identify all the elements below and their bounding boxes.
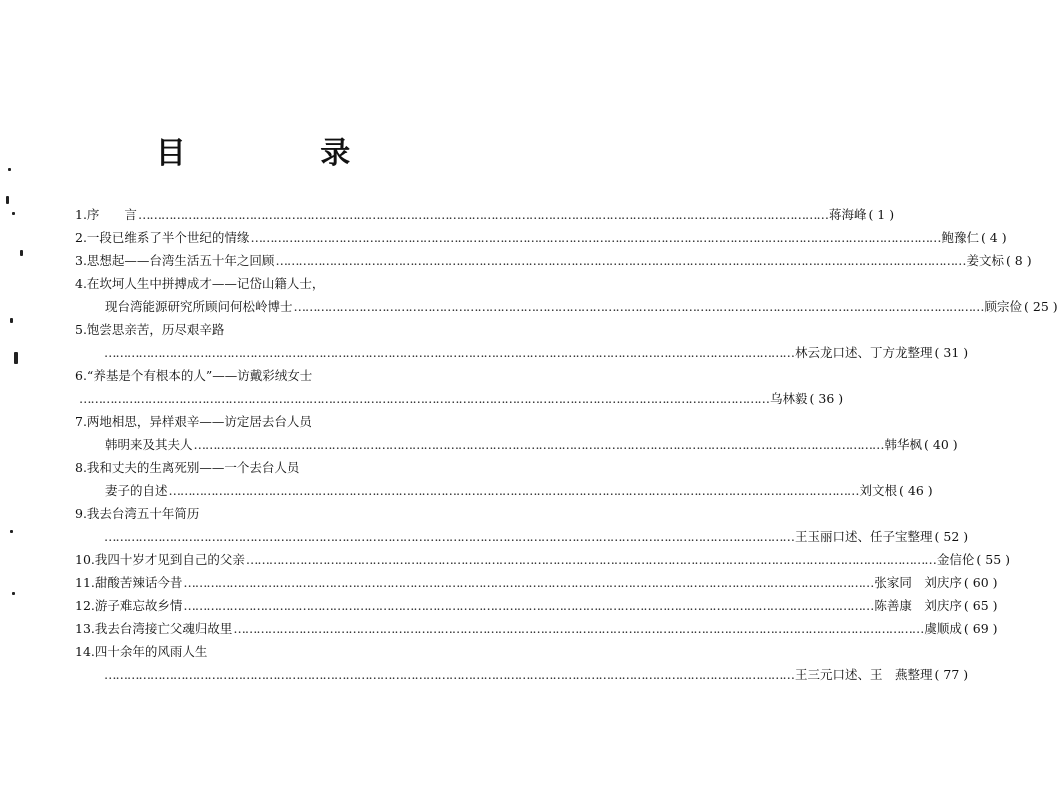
toc-entry-author: 顾宗俭 <box>984 299 1023 314</box>
dot-leader: ……………………………………………………………………………………………………………………………………………………………… <box>104 529 794 544</box>
toc-entry-page-number: ( 1 ) <box>868 207 895 222</box>
scan-speck <box>12 212 15 215</box>
toc-entry <box>105 481 933 501</box>
scan-speck <box>14 352 18 364</box>
toc-entry-author: 林云龙口述、丁方龙整理 <box>795 345 933 360</box>
toc-entry-page-number: ( 36 ) <box>809 391 844 406</box>
dot-leader: ……………………………………………………………………………………………………………………………………………………………… <box>104 667 794 682</box>
scan-speck <box>6 196 9 204</box>
toc-entry <box>105 435 958 455</box>
dot-leader: ……………………………………………………………………………………………………………………………………………………………… <box>168 483 859 498</box>
toc-entry-author: 蒋海峰 <box>828 207 867 222</box>
toc-entry <box>75 228 1007 248</box>
toc-entry-heading <box>75 320 462 340</box>
toc-entry-title: 12.游子难忘故乡情 <box>75 598 183 613</box>
toc-entry-page-number: ( 31 ) <box>934 345 969 360</box>
toc-entry-page-number: ( 52 ) <box>934 529 969 544</box>
toc-entry-title: 1.序 言 <box>75 207 137 222</box>
toc-entry <box>75 205 895 225</box>
toc-entry-title: 5.饱尝思亲苦，历尽艰辛路 <box>75 322 225 337</box>
toc-entry-title: 4.在坎坷人生中拼搏成才——记岱山籍人士， <box>75 276 325 291</box>
toc-entry-author: 陈善康 刘庆序 <box>874 598 962 613</box>
dot-leader: ……………………………………………………………………………………………………………………………………………………………… <box>250 230 941 245</box>
toc-entry-title: 3.思想起——台湾生活五十年之回顾 <box>75 253 275 268</box>
toc-entry <box>105 297 1058 317</box>
toc-entry-heading <box>75 458 462 478</box>
toc-entry-author: 鲍豫仁 <box>941 230 979 245</box>
toc-entry-heading <box>75 274 462 294</box>
toc-entry-title: 6.“养基是个有根本的人”——访戴彩绒女士 <box>75 368 313 383</box>
toc-entry-author: 王玉丽口述、任子宝整理 <box>795 529 933 544</box>
toc-entry-page-number: ( 55 ) <box>976 552 1011 567</box>
toc-entry-heading <box>75 504 462 524</box>
toc-entry-page-number: ( 4 ) <box>980 230 1007 245</box>
toc-entry-page-number: ( 25 ) <box>1024 299 1058 314</box>
scan-speck <box>10 318 13 323</box>
toc-entry <box>78 389 844 409</box>
toc-entry-title: 2.一段已维系了半个世纪的情缘 <box>75 230 250 245</box>
dot-leader: ……………………………………………………………………………………………………………………………………………………………… <box>293 299 984 314</box>
toc-entry-page-number: ( 40 ) <box>924 437 958 452</box>
dot-leader: ……………………………………………………………………………………………………………………………………………………………… <box>245 552 936 567</box>
dot-leader: ……………………………………………………………………………………………………………………………………………………………… <box>233 621 924 636</box>
toc-entry <box>75 619 998 639</box>
scan-speck <box>10 530 13 533</box>
toc-entry-author: 王三元口述、王 燕整理 <box>795 667 933 682</box>
toc-entry-author: 乌林毅 <box>770 391 808 406</box>
toc-entry-heading <box>75 366 462 386</box>
toc-entry-author: 刘文根 <box>859 483 898 498</box>
dot-leader: ……………………………………………………………………………………………………………………………………………………………… <box>183 575 874 590</box>
toc-entry-title: 10.我四十岁才见到自己的父亲 <box>75 552 245 567</box>
toc-entry-heading <box>75 412 462 432</box>
toc-entry <box>103 527 969 547</box>
page-title: 目 录 <box>155 136 413 171</box>
toc-entry-title: 妻子的自述 <box>105 483 168 498</box>
toc-entry-title: 7.两地相思，异样艰辛——访定居去台人员 <box>75 414 312 429</box>
toc-entry-page-number: ( 69 ) <box>963 621 998 636</box>
dot-leader: ……………………………………………………………………………………………………………………………………………………………… <box>104 345 794 360</box>
toc-entry-author: 姜文标 <box>966 253 1004 268</box>
toc-entry <box>75 573 998 593</box>
toc-entry-author: 韩华枫 <box>884 437 923 452</box>
toc-entry <box>103 343 969 363</box>
toc-entry-author: 张家同 刘庆序 <box>874 575 962 590</box>
toc-entry-title: 8.我和丈夫的生离死别——一个去台人员 <box>75 460 300 475</box>
toc-entry <box>75 550 1011 570</box>
dot-leader: ……………………………………………………………………………………………………………………………………………………………… <box>275 253 966 268</box>
dot-leader: ……………………………………………………………………………………………………………………………………………………………… <box>193 437 884 452</box>
toc-entry-author: 金信伦 <box>936 552 975 567</box>
scan-speck <box>20 250 23 256</box>
toc-entry-title: 14.四十余年的风雨人生 <box>75 644 208 659</box>
dot-leader: ……………………………………………………………………………………………………………………………………………………………… <box>183 598 874 613</box>
toc-entry-title: 11.甜酸苦辣话今昔 <box>75 575 183 590</box>
toc-entry-title: 9.我去台湾五十年简历 <box>75 506 200 521</box>
scan-speck <box>8 168 11 171</box>
toc-entry-page-number: ( 77 ) <box>934 667 969 682</box>
toc-entry-heading <box>75 642 462 662</box>
toc-entry-page-number: ( 60 ) <box>963 575 998 590</box>
toc-entry <box>75 251 1032 271</box>
toc-entry-page-number: ( 65 ) <box>963 598 998 613</box>
toc-entry <box>103 665 969 685</box>
toc-entry-page-number: ( 46 ) <box>899 483 933 498</box>
scan-speck <box>12 592 15 595</box>
toc-entry <box>75 596 998 616</box>
dot-leader: ……………………………………………………………………………………………………………………………………………………………… <box>137 207 828 222</box>
toc-entry-page-number: ( 8 ) <box>1005 253 1032 268</box>
toc-entry-title: 韩明来及其夫人 <box>105 437 193 452</box>
toc-entry-title: 现台湾能源研究所顾问何松岭博士 <box>105 299 293 314</box>
toc-entry-title: 13.我去台湾接亡父魂归故里 <box>75 621 233 636</box>
toc-entry-author: 虞顺成 <box>924 621 962 636</box>
dot-leader: ……………………………………………………………………………………………………………………………………………………………… <box>79 391 769 406</box>
